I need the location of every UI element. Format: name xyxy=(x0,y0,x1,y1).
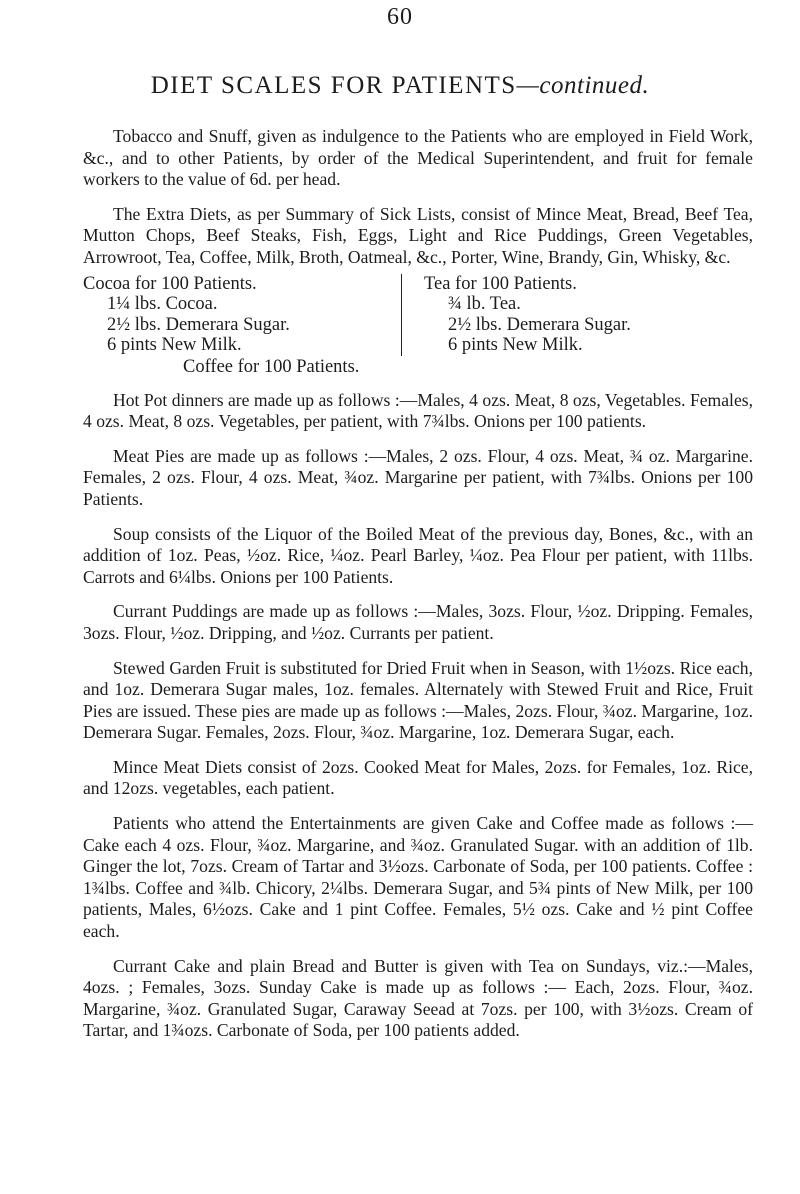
tea-title: Tea for 100 Patients. xyxy=(424,273,577,294)
paragraph-mince-meat: Mince Meat Diets consist of 2ozs. Cooked Meat for Males, 2ozs. for Females, 1oz. Rice, and 12ozs. vegetables, each patient. xyxy=(83,756,753,799)
paragraph-tobacco: Tobacco and Snuff, given as indulgence to the Patients who are employed in Field Work, &c., and to other Patients, by order of the Medical Superintendent, and fruit for female workers to the value of 6d. per head. xyxy=(83,126,753,190)
page-heading xyxy=(0,72,800,100)
heading-continued: —continued. xyxy=(516,72,650,99)
tea-item: ¾ lb. Tea. xyxy=(448,294,521,315)
paragraph-soup: Soup consists of the Liquor of the Boiled Meat of the previous day, Bones, &c., with an addition of 1oz. Peas, ½oz. Rice, ¼oz. Pearl Barley, ¼oz. Pea Flour per patient, with 11lbs. Carrots and 6¼lbs. Onions per 100 Patients. xyxy=(83,523,753,587)
cocoa-column xyxy=(83,274,402,356)
cocoa-item: 6 pints New Milk. xyxy=(107,335,242,356)
heading-main: DIET SCALES FOR PATIENTS xyxy=(150,72,517,99)
tea-column xyxy=(402,274,631,356)
paragraph-extra-diets: The Extra Diets, as per Summary of Sick Lists, consist of Mince Meat, Bread, Beef Tea, Mutton Chops, Beef Steaks, Fish, Eggs, Light and Rice Puddings, Green Vegetables, Arrowroot, Tea, Coffee, Milk, Broth, Oatmeal, &c., Porter, Wine, Brandy, Gin, Whisky, &c. xyxy=(83,203,753,267)
coffee-line: Coffee for 100 Patients. xyxy=(183,356,360,377)
paragraph-hot-pot: Hot Pot dinners are made up as follows :—Males, 4 ozs. Meat, 8 ozs, Vegetables. Females, 4 ozs. Meat, 8 ozs. Vegetables, per patient, with 7¾lbs. Onions per 100 patients. xyxy=(83,389,753,432)
tea-item: 2½ lbs. Demerara Sugar. xyxy=(448,314,631,335)
tea-item: 6 pints New Milk. xyxy=(448,335,583,356)
page-number: 60 xyxy=(387,4,413,30)
cocoa-item: 1¼ lbs. Cocoa. xyxy=(107,294,218,315)
paragraph-entertainments: Patients who attend the Entertainments are given Cake and Coffee made as follows :—Cake each 4 ozs. Flour, ¾oz. Margarine, and ¾oz. Granulated Sugar. with an addition of 1lb. Ginger the lot, 7ozs. Cream of Tartar and 3½ozs. Carbonate of Soda, per 100 patients. Coffee : 1¾lbs. Coffee and ¾lb. Chicory, 2¼lbs. Demerara Sugar, and 5¾ pints of New Milk, per 100 patients, Males, 6½ozs. Cake and 1 pint Coffee. Females, 5½ ozs. Cake and ½ pint Coffee each. xyxy=(83,813,753,942)
cocoa-item: 2½ lbs. Demerara Sugar. xyxy=(107,314,290,335)
cocoa-title: Cocoa for 100 Patients. xyxy=(83,273,257,294)
beverage-table xyxy=(83,274,753,356)
paragraph-currant-puddings: Currant Puddings are made up as follows :—Males, 3ozs. Flour, ½oz. Dripping. Females, 3ozs. Flour, ½oz. Dripping, and ½oz. Currants per patient. xyxy=(83,601,753,643)
paragraph-stewed-fruit: Stewed Garden Fruit is substituted for Dried Fruit when in Season, with 1½ozs. Rice each, and 1oz. Demerara Sugar males, 1oz. females. Alternately with Stewed Fruit and Rice, Fruit Pies are issued. These pies are made up as follows :—Males, 2ozs. Flour, ¾oz. Margarine, 1oz. Demerara Sugar. Females, 2ozs. Flour, ¾oz. Margarine, 1oz. Demerara Sugar, each. xyxy=(83,657,753,743)
document-body xyxy=(83,126,753,1055)
paragraph-meat-pies: Meat Pies are made up as follows :—Males, 2 ozs. Flour, 4 ozs. Meat, ¾ oz. Margarine. Females, 2 ozs. Flour, 4 ozs. Meat, ¾oz. Margarine per patient, with 7¾lbs. Onions per 100 Patients. xyxy=(83,445,753,509)
paragraph-sunday-cake: Currant Cake and plain Bread and Butter is given with Tea on Sundays, viz.:—Males, 4ozs. ; Females, 3ozs. Sunday Cake is made up as follows :— Each, 2ozs. Flour, ¾oz. Margarine, ¾oz. Granulated Sugar, Caraway Seead at 7ozs. per 100, with 3½ozs. Cream of Tartar, and 1¾ozs. Carbonate of Soda, per 100 patients added. xyxy=(83,955,753,1041)
